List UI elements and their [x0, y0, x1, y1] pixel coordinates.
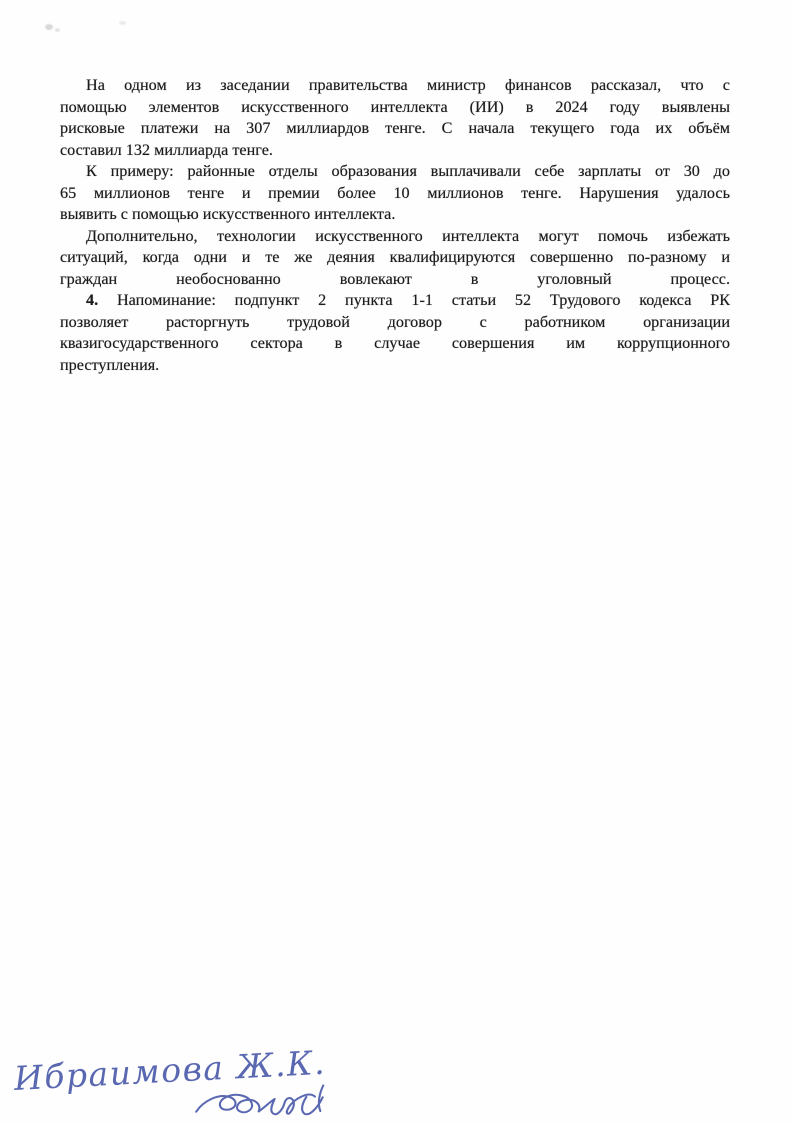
signature-block — [10, 1042, 355, 1123]
document-body — [60, 75, 730, 376]
signature-name: Ибраимова Ж.К. — [12, 1042, 327, 1098]
text-line — [60, 269, 730, 291]
text-segment: выявить с помощью искусственного интеллекта. — [60, 205, 396, 223]
text-line — [60, 183, 730, 205]
text-segment: составил 132 миллиарда тенге. — [60, 140, 273, 159]
text-line — [60, 312, 730, 334]
scan-speck — [119, 21, 126, 25]
text-line — [60, 140, 730, 162]
text-segment: рисковые платежи на 307 миллиардов тенге. С начала текущего года их объём — [60, 119, 730, 137]
text-segment: 65 миллионов тенге и премии более 10 миллионов тенге. Нарушения удалось — [60, 183, 730, 202]
text-segment: преступления. — [60, 355, 160, 374]
scan-speck — [45, 24, 53, 30]
text-segment: Напоминание: подпункт 2 пункта 1-1 статьи 52 Трудового кодекса РК — [98, 291, 730, 309]
text-segment: граждан необоснованно вовлекают в уголовный процесс. — [60, 269, 730, 288]
paragraph — [60, 290, 730, 376]
text-line — [60, 333, 730, 355]
text-line — [60, 355, 730, 377]
scan-speck — [55, 28, 60, 32]
text-segment: 4. — [86, 291, 99, 309]
text-line — [60, 226, 730, 248]
paragraph — [60, 226, 730, 291]
text-line — [60, 97, 730, 119]
text-segment: К примеру: районные отделы образования выплачивали себе зарплаты от 30 до — [86, 162, 730, 180]
text-line — [60, 118, 730, 140]
text-line — [60, 290, 730, 312]
text-segment: Дополнительно, технологии искусственного интеллекта могут помочь избежать — [86, 226, 730, 245]
text-segment: ситуаций, когда одни и те же деяния квалифицируются совершенно по-разному и — [60, 248, 730, 266]
signature-flourish-icon — [191, 1077, 344, 1124]
text-line — [60, 75, 730, 97]
paragraph — [60, 161, 730, 226]
signature-stroke — [196, 1094, 260, 1114]
text-segment: квазигосударственного сектора в случае совершения им коррупционного — [60, 334, 730, 352]
text-line — [60, 161, 730, 183]
text-segment: позволяет расторгнуть трудовой договор с работником организации — [60, 312, 730, 331]
text-segment: На одном из заседании правительства министр финансов рассказал, что с — [86, 76, 730, 94]
text-line — [60, 204, 730, 226]
paragraph — [60, 75, 730, 161]
text-line — [60, 247, 730, 269]
text-segment: помощью элементов искусственного интеллекта (ИИ) в 2024 году выявлены — [60, 97, 730, 116]
